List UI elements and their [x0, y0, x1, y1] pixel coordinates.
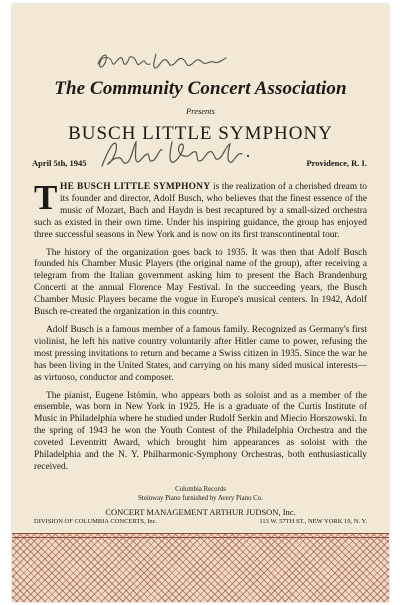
decorative-border [12, 533, 389, 602]
drop-cap: T [34, 178, 58, 217]
dateline [32, 158, 367, 168]
signature-eugene-istomin [94, 46, 229, 76]
association-name: The Community Concert Association [54, 78, 347, 99]
paragraph-intro [34, 178, 367, 242]
program-notes [34, 178, 367, 480]
management-line: CONCERT MANAGEMENT ARTHUR JUDSON, Inc. [105, 507, 296, 517]
presents-label: Presents [186, 106, 215, 116]
paragraph-adolf-busch: Adolf Busch is a famous member of a famous family. Recognized as Germany's first violinist, he left his native country voluntarily after Hitler came to power, refusing the most pressing invitations to return and became a Swiss citizen in 1935. Since the war he has been living in the United States, and carrying on his many sided musical interests—as virtuoso, conductor and composer. [34, 324, 367, 383]
program-title: BUSCH LITTLE SYMPHONY [68, 123, 333, 144]
program-page [12, 4, 389, 602]
address: 113 W. 57TH ST., NEW YORK 19, N. Y. [259, 518, 367, 525]
piano-credit: Steinway Piano furnished by Avery Piano Co. [138, 495, 263, 502]
division-line [34, 518, 367, 525]
intro-lead: HE BUSCH LITTLE SYMPHONY [60, 182, 211, 192]
records-credit: Columbia Records [175, 486, 226, 493]
intro-text: is the realization of a cherished dream to its founder and director, Adolf Busch, who believes that the finest essence of the music of Mozart, Bach and Haydn is best recaptured by a small-sized orchestra such as existed in their own time. Under his inspiring guidance, the group has enjoyed three successful seasons in New York and is now on its first transcontinental tour. [34, 182, 367, 240]
concert-date: April 5th, 1945 [32, 158, 87, 168]
credits [12, 485, 389, 503]
division-name: DIVISION OF COLUMBIA CONCERTS, Inc. [34, 518, 158, 525]
paragraph-history: The history of the organization goes back to 1935. It was then that Adolf Busch founded his Chamber Music Players (the original name of the group), after receiving a telegram from the Italian government asking him to present the Bach Brandenburg Concerti at the annual Florence May Festival. In the succeeding years, the Busch Chamber Music Players became the vogue in Europe's musical centers. In 1942, Adolf Busch re-created the organization in this country. [34, 247, 367, 318]
paragraph-eugene-istomin: The pianist, Eugene Istómin, who appears both as soloist and as a member of the ensemble, was born in New York in 1925. He is a graduate of the Curtis Institute of Music in Philadelphia where he studied under Rudolf Serkin and Miecio Horszowski. In the spring of 1943 he won the Youth Contest of the Philadelphia Orchestra and the coveted Leventritt Award, which brought him appearances as soloist with the Philadelphia and the N. Y. Philharmonic-Symphony Orchestras, both enthusiastically received. [34, 390, 367, 472]
concert-place: Providence, R. I. [306, 158, 367, 168]
